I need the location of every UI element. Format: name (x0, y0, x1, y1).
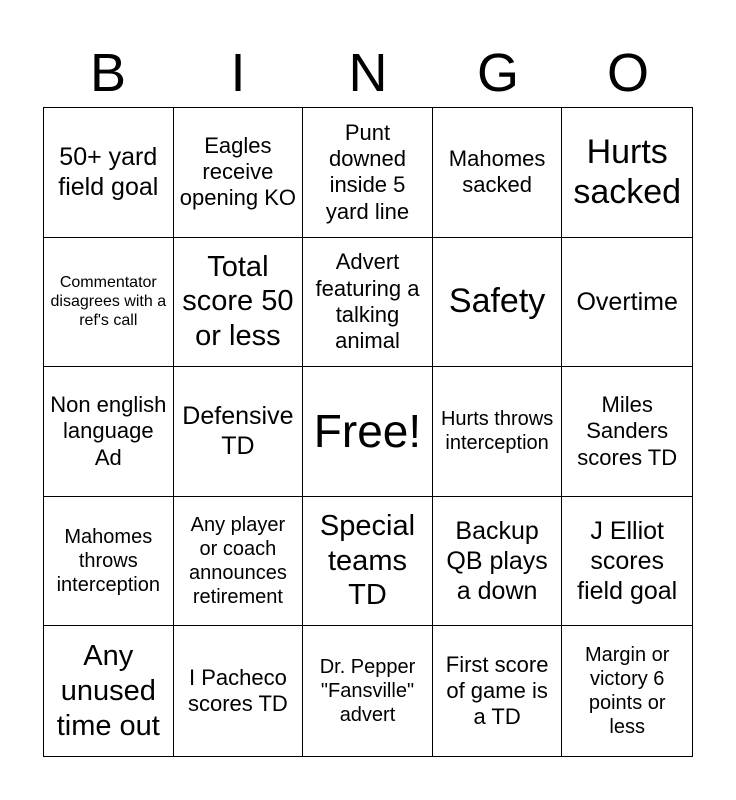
bingo-cell[interactable]: Special teams TD (303, 497, 433, 627)
bingo-cell[interactable]: Any player or coach announces retirement (174, 497, 304, 627)
bingo-cell[interactable]: Any unused time out (44, 626, 174, 756)
bingo-cell[interactable]: Hurts throws interception (433, 367, 563, 497)
bingo-cell[interactable]: Advert featuring a talking animal (303, 238, 433, 368)
header-letter-o: O (606, 43, 649, 103)
free-space-cell[interactable]: Free! (303, 367, 433, 497)
bingo-cell[interactable]: Mahomes throws interception (44, 497, 174, 627)
bingo-cell[interactable]: 50+ yard field goal (44, 108, 174, 238)
bingo-card-grid (43, 107, 693, 757)
bingo-cell[interactable]: First score of game is a TD (433, 626, 563, 756)
header-letter-n: N (348, 43, 388, 103)
header-letter-g: G (476, 43, 519, 103)
bingo-cell[interactable]: Commentator disagrees with a ref's call (44, 238, 174, 368)
bingo-cell[interactable]: Safety (433, 238, 563, 368)
bingo-cell[interactable]: Miles Sanders scores TD (562, 367, 692, 497)
bingo-cell[interactable]: Backup QB plays a down (433, 497, 563, 627)
bingo-cell[interactable]: J Elliot scores field goal (562, 497, 692, 627)
bingo-cell[interactable]: Margin or victory 6 points or less (584, 644, 670, 739)
header-letter-i: I (230, 43, 246, 103)
bingo-cell[interactable]: Hurts sacked (562, 108, 692, 238)
bingo-cell[interactable]: I Pacheco scores TD (174, 626, 304, 756)
bingo-cell[interactable]: Defensive TD (174, 367, 304, 497)
bingo-cell[interactable]: Mahomes sacked (433, 108, 563, 238)
bingo-cell[interactable]: Eagles receive opening KO (174, 108, 304, 238)
bingo-cell[interactable]: Overtime (562, 238, 692, 368)
bingo-cell[interactable]: Punt downed inside 5 yard line (303, 108, 433, 238)
bingo-cell[interactable]: Non english language Ad (44, 367, 174, 497)
bingo-cell[interactable]: Total score 50 or less (174, 238, 304, 368)
header-letter-b: B (89, 43, 127, 103)
bingo-header (43, 40, 693, 106)
bingo-cell[interactable]: Dr. Pepper "Fansville" advert (303, 626, 433, 756)
